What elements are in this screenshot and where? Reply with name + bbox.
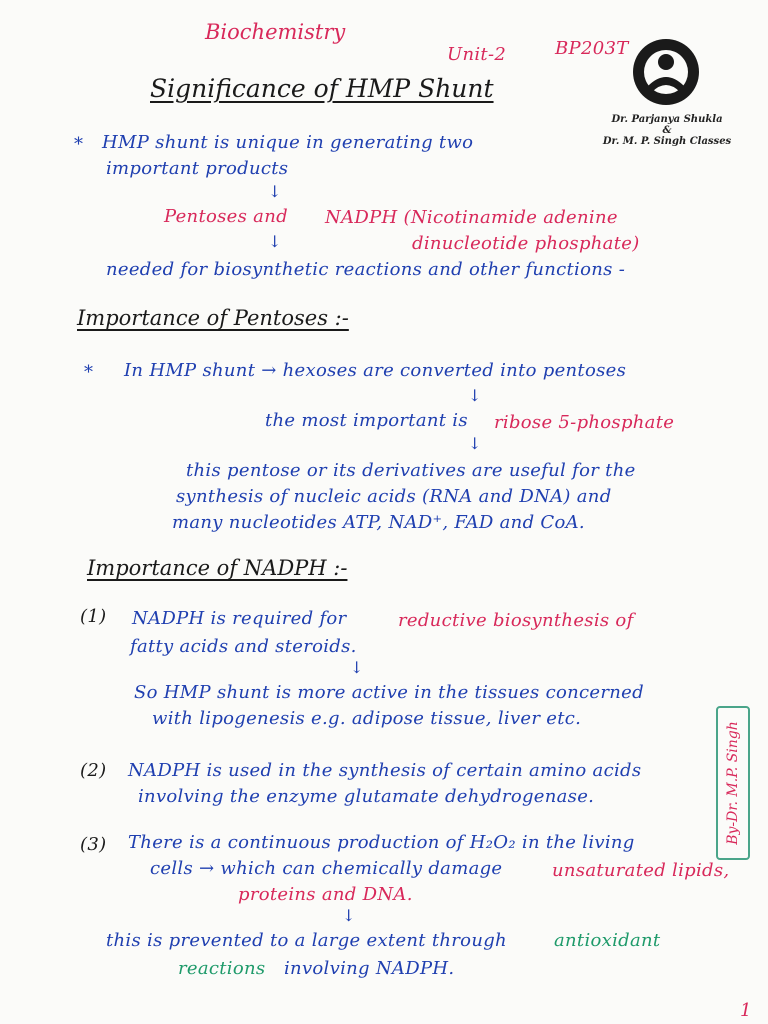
pentoses-bullet: * <box>84 362 94 383</box>
point-1-line-c: fatty acids and steroids. <box>130 636 357 657</box>
pentoses-arrow-1: ↓ <box>468 386 482 405</box>
point-3-line-a: There is a continuous production of H₂O₂ in the living <box>128 832 635 853</box>
logo <box>602 34 732 147</box>
pentoses-line-3: this pentose or its derivatives are useful for the <box>186 460 636 481</box>
point-3-line-e: this is prevented to a large extent through <box>106 930 507 951</box>
intro-line-3: needed for biosynthetic reactions and other functions - <box>106 259 626 280</box>
nadph-full-name-1: NADPH (Nicotinamide adenine <box>325 207 618 228</box>
intro-arrow-1: ↓ <box>268 182 282 201</box>
pentoses-line-1: In HMP shunt → hexoses are converted into pentoses <box>124 360 627 381</box>
reactions-word: reactions <box>178 958 266 979</box>
nadph-heading: Importance of NADPH :- <box>87 556 348 580</box>
point-3-number: (3) <box>80 834 107 855</box>
unsaturated-lipids: unsaturated lipids, <box>552 860 730 881</box>
nadph-full-name-2: dinucleotide phosphate) <box>412 233 640 254</box>
point-1-reductive: reductive biosynthesis of <box>398 610 634 631</box>
point-2-line-a: NADPH is used in the synthesis of certain amino acids <box>128 760 642 781</box>
logo-line-1: Dr. Parjanya Shukla <box>611 114 723 125</box>
logo-line-3: Dr. M. P. Singh Classes <box>602 136 732 147</box>
proteins-and-dna: proteins and DNA. <box>238 884 413 905</box>
pentoses-heading: Importance of Pentoses :- <box>77 306 349 330</box>
point-3-arrow: ↓ <box>342 906 356 925</box>
subject-title: Biochemistry <box>205 20 346 44</box>
point-1-number: (1) <box>80 606 107 627</box>
pentoses-line-5: many nucleotides ATP, NAD⁺, FAD and CoA. <box>172 512 585 533</box>
products-text: Pentoses and <box>164 206 288 227</box>
point-2-line-b: involving the enzyme glutamate dehydrogenase. <box>138 786 595 807</box>
course-code: BP203T <box>555 38 629 59</box>
point-1-line-d: So HMP shunt is more active in the tissues concerned <box>134 682 644 703</box>
page-title: Significance of HMP Shunt <box>150 74 494 103</box>
intro-line-2: important products <box>106 158 289 179</box>
intro-line-1: HMP shunt is unique in generating two <box>102 132 474 153</box>
point-3-line-b: cells → which can chemically damage <box>150 858 503 879</box>
logo-line-2: & <box>662 125 672 136</box>
point-2-number: (2) <box>80 760 107 781</box>
pentoses-arrow-2: ↓ <box>468 434 482 453</box>
page-number: 1 <box>740 1000 752 1021</box>
logo-emblem-icon <box>602 34 732 110</box>
pentoses-line-4: synthesis of nucleic acids (RNA and DNA) and <box>176 486 612 507</box>
unit-label: Unit-2 <box>447 44 507 65</box>
pentoses-line-2a: the most important is <box>265 410 468 431</box>
point-1-line-a: NADPH is required for <box>132 608 347 629</box>
intro-bullet: * <box>74 134 84 155</box>
author-signature-box <box>716 706 750 860</box>
author-signature: By-Dr. M.P. Singh <box>725 721 741 845</box>
antioxidant-word: antioxidant <box>554 930 661 951</box>
ribose-5-phosphate: ribose 5-phosphate <box>494 412 675 433</box>
intro-arrow-2: ↓ <box>268 232 282 251</box>
point-1-line-e: with lipogenesis e.g. adipose tissue, liver etc. <box>152 708 582 729</box>
point-1-arrow: ↓ <box>350 658 364 677</box>
point-3-line-h: involving NADPH. <box>284 958 455 979</box>
